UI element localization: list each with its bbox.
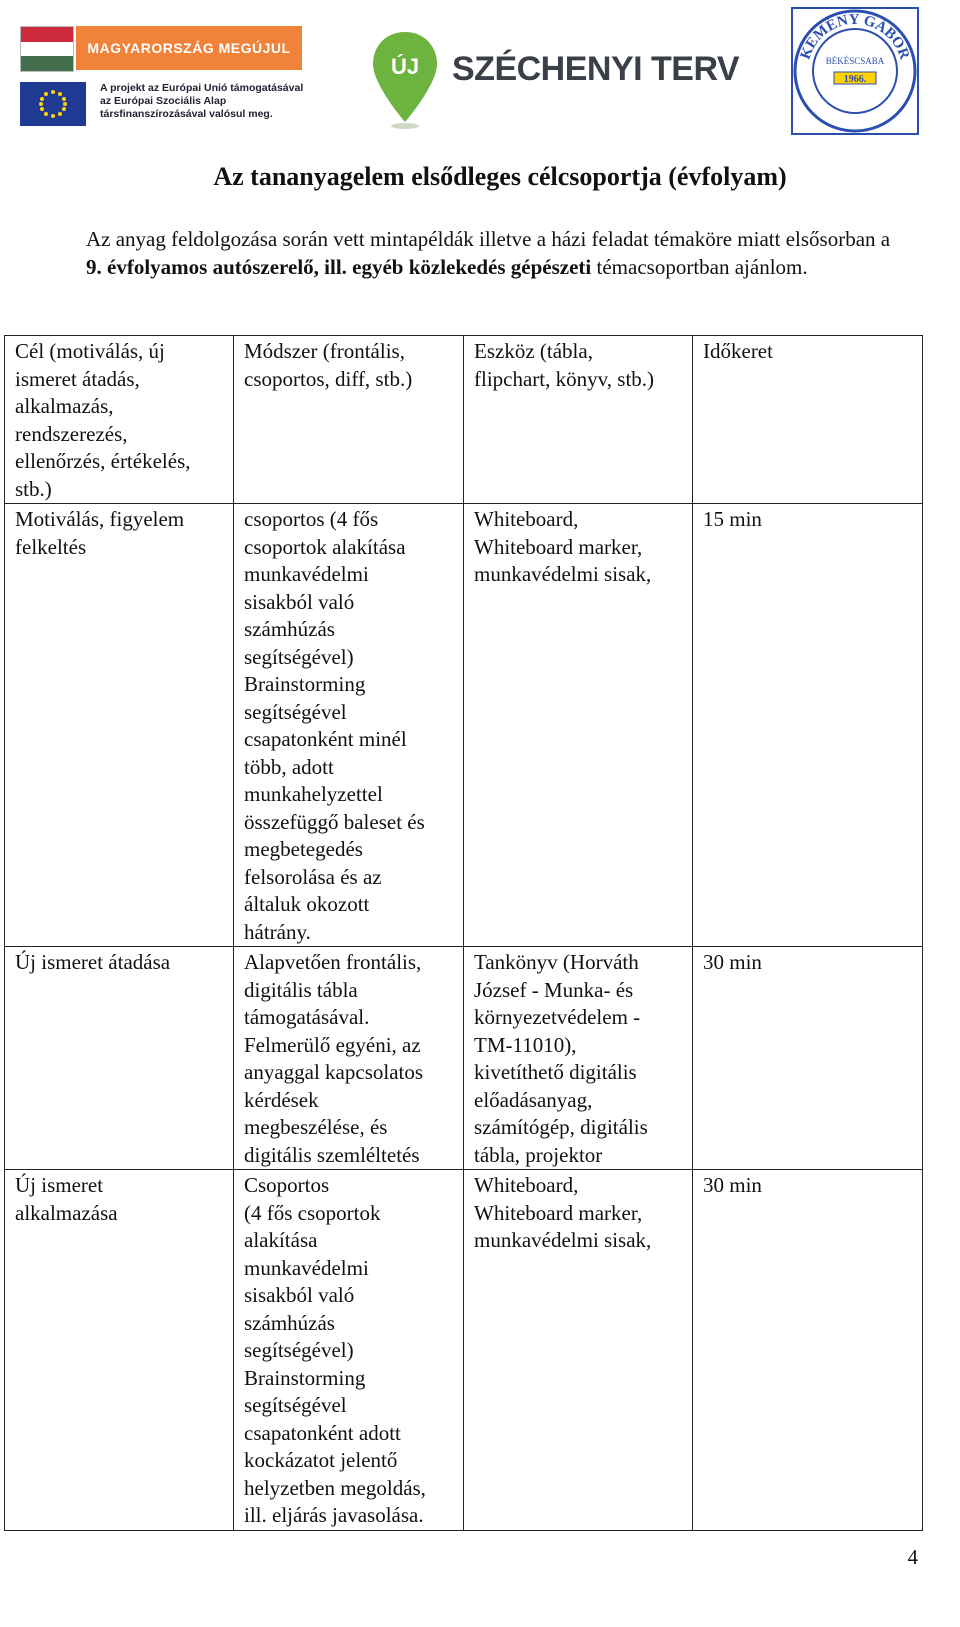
cell-line: Brainstorming [244,1365,366,1390]
cell-line: sisakból való [244,1283,355,1307]
intro-bold-text: 9. évfolyamos autószerelő, ill. egyéb közlekedés gépészeti [86,255,592,279]
cell-line: csoportos (4 fős [244,507,379,531]
cell-line: Időkeret [703,339,773,363]
hu-banner-text: MAGYARORSZÁG MEGÚJUL [76,26,302,70]
cell-line: helyzetben megoldás, [244,1475,426,1500]
page-number: 4 [907,1545,918,1569]
szechenyi-terv-text: SZÉCHENYI TERV [452,50,740,88]
table-row [5,947,923,1170]
cell-line: megbetegedés [244,837,363,861]
cell-line: támogatásával. [244,1005,370,1029]
school-year-text: 1966. [843,74,867,85]
cell-line: csoportos, diff, stb.) [244,366,413,391]
cell-line: számhúzás [244,1310,335,1335]
goal-cell [5,504,234,947]
cell-line: csapatonként minél [244,727,407,751]
cell-line: 30 min [703,1173,762,1197]
cell-line: sisakból való [244,589,355,614]
cell-line: segítségével [244,699,347,724]
cell-line: stb.) [15,476,52,501]
cell-line: csoportok alakítása [244,534,406,559]
cell-line: általuk okozott [244,892,370,916]
tool-cell [464,504,693,947]
cell-line: 15 min [703,507,762,531]
cell-line: felsorolása és az [244,864,382,889]
cell-line: rendszerezés, [15,421,128,446]
eu-text-line: társfinanszírozásával valósul meg. [100,108,273,120]
eu-text-line: A projekt az Európai Unió támogatásával [100,82,304,94]
method-cell [234,1170,464,1531]
school-seal-logo [790,6,920,136]
szechenyi-terv-logo [370,30,740,130]
eu-text-line: az Európai Szociális Alap [100,95,227,107]
method-cell [234,947,464,1170]
eu-funding-text [100,82,310,121]
cell-line: munkavédelmi [244,1255,369,1280]
cell-line: alakítása [244,1228,318,1252]
cell-line: alkalmazás, [15,394,114,418]
method-cell [234,504,464,947]
cell-line: számhúzás [244,617,335,641]
section-title: Az tananyagelem elsődleges célcsoportja (évfolyam) [213,162,787,191]
cell-line: flipchart, könyv, stb.) [474,366,655,391]
cell-line: összefüggő baleset és [244,809,425,834]
goal-cell [5,947,234,1170]
time-cell [693,504,923,947]
cell-line: Whiteboard marker, [474,1200,643,1225]
cell-line: munkahelyzettel [244,782,383,806]
cell-line: ellenőrzés, értékelés, [15,449,191,473]
cell-line: 30 min [703,950,762,974]
map-pin-icon [370,30,440,130]
cell-line: csapatonként adott [244,1420,401,1445]
szechenyi-new-label: ÚJ [390,54,420,79]
header-tool-cell [464,336,693,504]
cell-line: Alapvetően frontális, [244,950,422,974]
cell-line: Whiteboard, [474,507,579,531]
cell-line: Eszköz (tábla, [474,339,593,363]
cell-line: Whiteboard, [474,1173,579,1197]
table-row [5,1170,923,1531]
cell-line: Módszer (frontális, [244,339,405,363]
time-cell [693,947,923,1170]
cell-line: József - Munka- és [474,977,634,1002]
cell-line: Cél (motiválás, új [15,339,165,363]
school-city-text: BÉKÉSCSABA [825,56,885,66]
header-time-cell [693,336,923,504]
cell-line: digitális tábla [244,977,358,1002]
cell-line: segítségével) [244,1338,354,1362]
table-header-row [5,336,923,504]
lesson-plan-table [4,335,923,1531]
time-cell [693,1170,923,1531]
cell-line: anyaggal kapcsolatos [244,1060,424,1084]
header-goal-cell [5,336,234,504]
cell-line: (4 fős csoportok [244,1200,381,1225]
cell-line: hátrány. [244,919,311,944]
cell-line: Whiteboard marker, [474,534,643,559]
cell-line: kockázatot jelentő [244,1448,398,1472]
intro-paragraph [86,225,896,281]
cell-line: alkalmazása [15,1200,118,1225]
cell-line: Új ismeret [15,1173,104,1197]
cell-line: digitális szemléltetés [244,1142,420,1167]
cell-line: kivetíthető digitális [474,1060,637,1084]
cell-line: segítségével) [244,644,354,669]
tool-cell [464,947,693,1170]
cell-line: Motiválás, figyelem [15,507,185,531]
cell-line: megbeszélése, és [244,1115,388,1139]
cell-line: környezetvédelem - [474,1005,641,1029]
goal-cell [5,1170,234,1531]
tool-cell [464,1170,693,1531]
header-method-cell [234,336,464,504]
cell-line: TM-11010), [474,1032,577,1057]
cell-line: felkeltés [15,534,87,559]
cell-line: munkavédelmi sisak, [474,1228,652,1252]
intro-text-part1: Az anyag feldolgozása során vett mintapéldák illetve a házi feladat témaköre miatt elsősorban a [86,227,891,251]
cell-line: Brainstorming [244,672,366,696]
intro-text-part2: témacsoportban ajánlom. [591,255,808,279]
cell-line: tábla, projektor [474,1142,603,1167]
cell-line: Felmerülő egyéni, az [244,1032,421,1057]
magyarorszag-megujul-logo [20,26,302,126]
cell-line: több, adott [244,754,334,779]
cell-line: kérdések [244,1087,319,1112]
cell-line: számítógép, digitális [474,1115,648,1139]
school-arc-text: KEMÉNY GÁBOR [797,11,913,62]
cell-line: segítségével [244,1393,347,1417]
cell-line: előadásanyag, [474,1087,593,1112]
table-row [5,504,923,947]
cell-line: ismeret átadás, [15,366,140,391]
cell-line: Tankönyv (Horváth [474,950,639,974]
cell-line: ill. eljárás javasolása. [244,1503,424,1527]
cell-line: Csoportos [244,1173,330,1197]
cell-line: munkavédelmi sisak, [474,562,652,586]
cell-line: munkavédelmi [244,562,369,586]
cell-line: Új ismeret átadása [15,950,171,974]
eu-flag-icon [20,82,86,126]
hungarian-flag-icon [20,26,74,72]
